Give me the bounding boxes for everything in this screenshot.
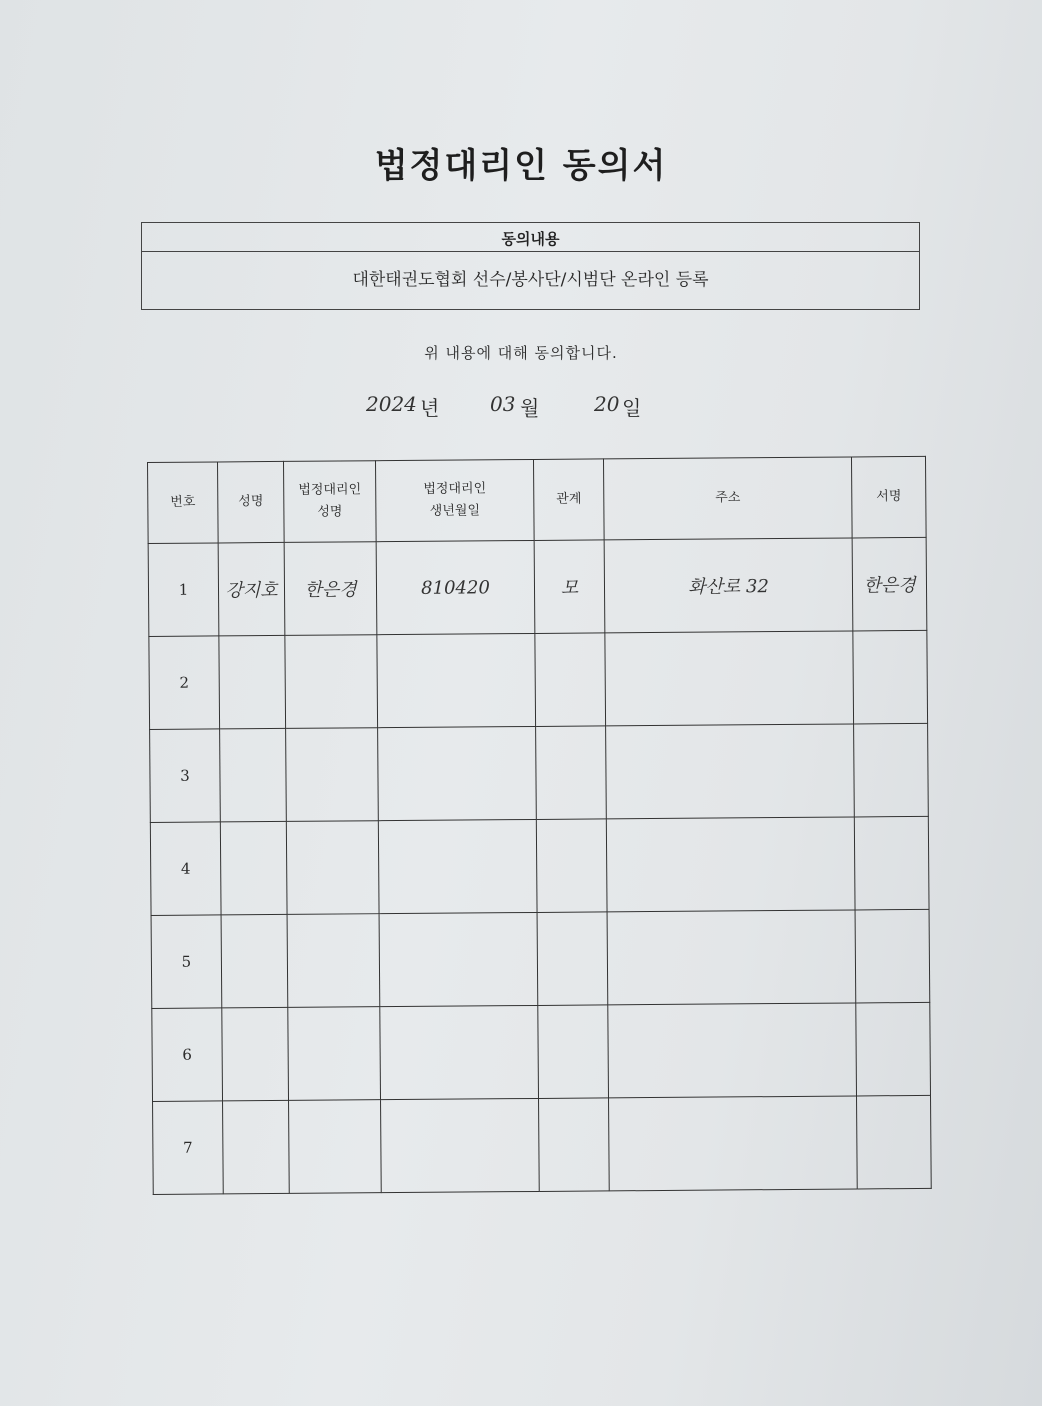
row-guardian-name-value: 한은경 [304,579,357,601]
date-month: 03 [490,392,516,416]
row-name [221,914,288,1008]
row-guardian-name [285,635,378,729]
row-address [608,1003,857,1098]
header-guardian-birth-line1: 법정대리인 [423,481,487,497]
row-no: 1 [148,543,219,637]
consent-box [141,222,920,310]
row-guardian-birth [378,726,537,820]
row-signature [856,1002,931,1096]
row-signature [852,537,927,631]
row-relation [534,540,605,634]
row-guardian-birth [378,819,537,913]
row-guardian-name [289,1100,382,1194]
row-relation [536,819,607,913]
row-address [606,817,855,912]
date-year-label: 년 [420,396,440,420]
row-address [605,631,854,726]
consent-body: 대한태권도협회 선수/봉사단/시범단 온라인 등록 [352,270,709,290]
row-guardian-birth [376,540,535,634]
header-relation: 관계 [533,459,604,541]
table-header-row [148,456,927,543]
header-guardian-name-line1: 법정대리인 [298,482,362,498]
table-row [148,537,927,636]
row-no: 3 [150,729,221,823]
agreement-text: 위 내용에 대해 동의합니다. [424,344,618,362]
row-relation [539,1098,610,1192]
date-day: 20 [594,392,620,416]
header-guardian-name [283,461,376,543]
document-title: 법정대리인 동의서 [374,146,668,186]
header-signature: 서명 [851,456,926,538]
row-address [609,1096,858,1191]
row-relation [537,912,608,1006]
row-guardian-birth [379,912,538,1006]
row-guardian-name [286,821,379,915]
row-name [222,1007,289,1101]
row-guardian-name [288,1007,381,1101]
row-address [607,910,856,1005]
row-no: 4 [150,822,221,916]
row-guardian-name [286,728,379,822]
table-row [153,1095,932,1194]
row-guardian-birth [380,1005,539,1099]
table-row [152,1002,931,1101]
row-no: 5 [151,915,222,1009]
header-guardian-name-line2: 성명 [317,504,343,520]
row-guardian-birth [381,1098,540,1192]
row-signature [853,630,928,724]
guardian-table [147,456,932,1195]
row-relation [536,726,607,820]
row-no: 7 [153,1101,224,1195]
row-signature [854,723,929,817]
row-name [219,635,286,729]
row-name [218,542,285,636]
row-guardian-birth-value: 810420 [421,576,490,599]
date-year: 2024 [366,392,417,416]
row-relation [535,633,606,727]
table-row [150,723,929,822]
header-no: 번호 [148,462,219,544]
table-row [150,816,929,915]
row-name [223,1100,290,1194]
row-signature [855,909,930,1003]
row-no: 2 [149,636,220,730]
row-address [604,538,853,633]
header-guardian-birth [375,459,534,541]
date-month-label: 월 [520,396,540,420]
row-signature [854,816,929,910]
consent-header: 동의내용 [142,223,919,252]
row-relation [538,1005,609,1099]
row-guardian-name [287,914,380,1008]
row-relation-value: 모 [560,577,579,599]
row-name [220,728,287,822]
guardian-table-wrapper [147,456,931,1194]
row-address [606,724,855,819]
table-row [149,630,928,729]
row-signature-value: 한은경 [863,574,916,597]
row-address-value: 화산로 32 [688,576,769,598]
row-name [220,821,287,915]
header-name: 성명 [218,461,285,543]
row-guardian-name [284,542,377,636]
date-day-label: 일 [622,396,642,420]
row-signature [857,1095,932,1189]
row-guardian-birth [377,633,536,727]
row-name-value: 강지호 [225,579,278,602]
header-guardian-birth-line2: 생년월일 [429,503,481,519]
table-row [151,909,930,1008]
header-address: 주소 [603,457,852,540]
row-no: 6 [152,1008,223,1102]
